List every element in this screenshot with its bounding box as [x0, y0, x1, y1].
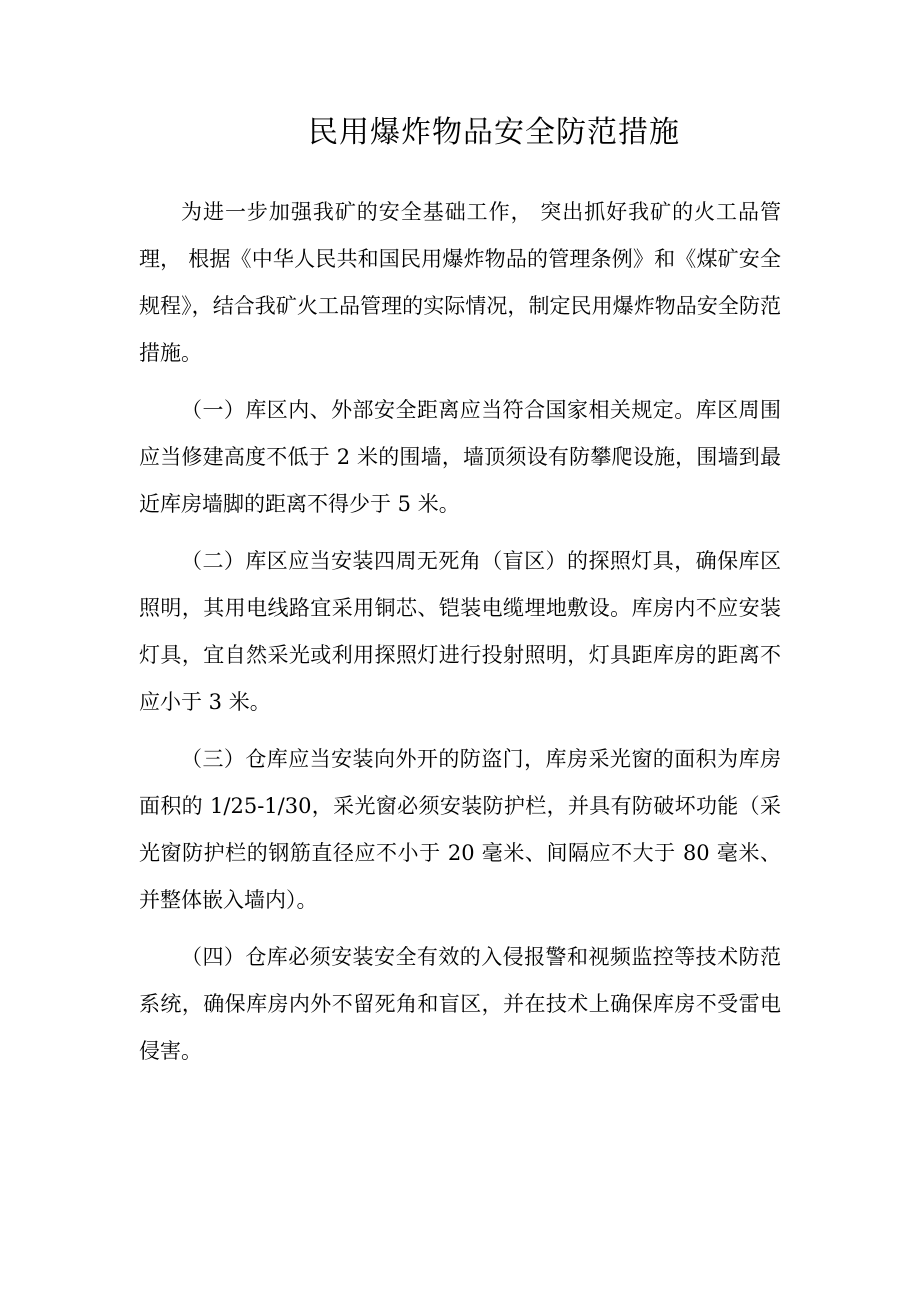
document-title — [0, 108, 920, 158]
document-body — [139, 189, 781, 1085]
paragraph-intro: 为进一步加强我矿的安全基础工作， 突出抓好我矿的火工品管理， 根据《中华人民共和国民用爆炸物品的管理条例》和《煤矿安全规程》，结合我矿火工品管理的实际情况，制定民用爆炸物品安全防范措施。 — [139, 200, 781, 365]
paragraph-section-4: （四）仓库必须安装安全有效的入侵报警和视频监控等技术防范系统，确保库房内外不留死角和盲区，并在技术上确保库房不受雷电侵害。 — [139, 945, 781, 1063]
paragraph-section-2: （二）库区应当安装四周无死角（盲区）的探照灯具，确保库区照明，其用电线路宜采用铜芯、铠装电缆埋地敷设。库房内不应安装灯具，宜自然采光或利用探照灯进行投射照明，灯具距库房的距离不应小于 3 米。 — [139, 549, 781, 714]
document-title-text: 民用爆炸物品安全防范措施 — [308, 115, 680, 150]
paragraph-section-3: （三）仓库应当安装向外开的防盗门，库房采光窗的面积为库房面积的 1/25-1/30，采光窗必须安装防护栏，并具有防破坏功能（采光窗防护栏的钢筋直径应不小于 20 毫米、间隔应不大于 80 毫米、并整体嵌入墙内）。 — [139, 747, 781, 912]
paragraph-section-1: （一）库区内、外部安全距离应当符合国家相关规定。库区周围应当修建高度不低于 2 米的围墙，墙顶须设有防攀爬设施，围墙到最近库房墙脚的距离不得少于 5 米。 — [139, 398, 781, 516]
